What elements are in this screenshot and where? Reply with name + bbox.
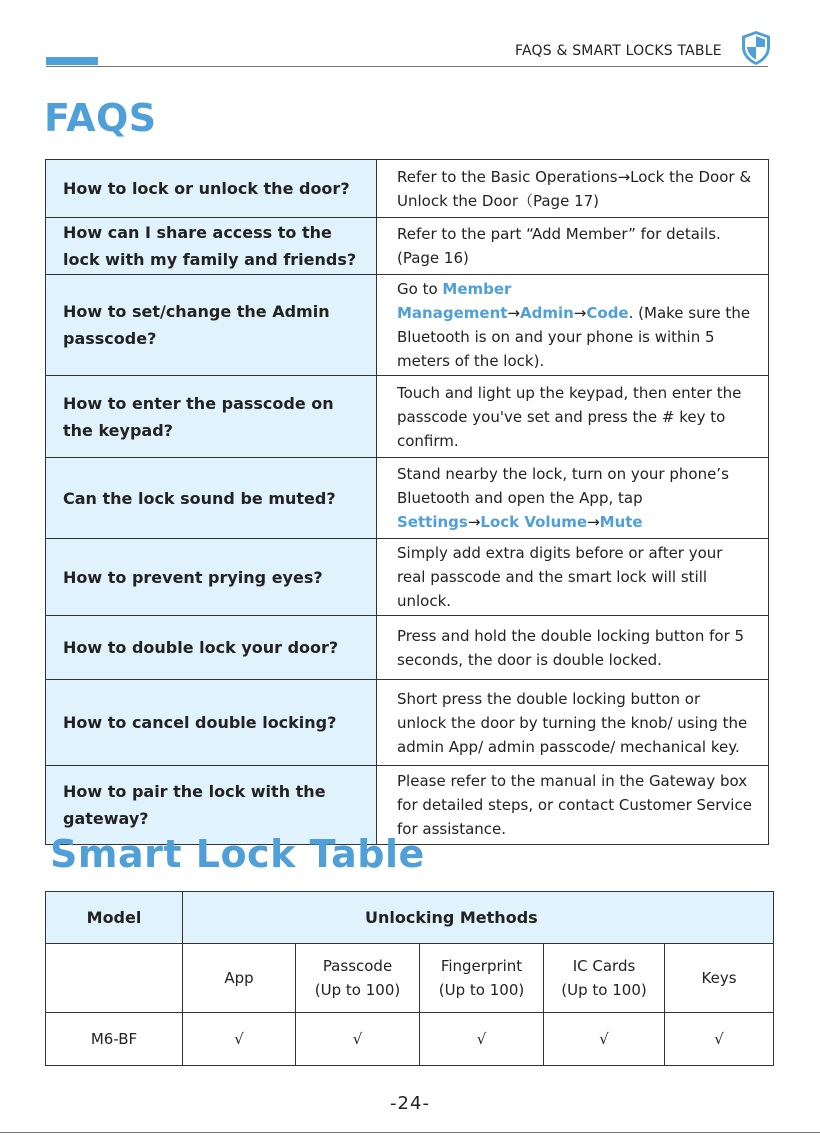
arrow-icon: →: [467, 513, 481, 531]
highlight-code: Code: [586, 304, 629, 322]
faq-question: How can I share access to the lock with my family and friends?: [46, 218, 377, 275]
answer-text: Go to: [397, 280, 443, 298]
faq-question: How to cancel double locking?: [46, 680, 377, 766]
empty-cell: [46, 944, 183, 1013]
faq-row: [46, 616, 769, 680]
methods-row: [46, 944, 774, 1013]
method-limit: (Up to 100): [561, 981, 647, 999]
check-mark: √: [544, 1013, 665, 1066]
unlocking-methods-header: Unlocking Methods: [183, 892, 774, 944]
method-name: Fingerprint: [440, 957, 523, 975]
method-name: App: [224, 969, 254, 987]
faq-row: [46, 218, 769, 275]
faq-row: [46, 275, 769, 376]
method-cell: [544, 944, 665, 1013]
faq-answer: Refer to the part “Add Member” for details.(Page 16): [377, 218, 769, 275]
faq-answer: Touch and light up the keypad, then enter the passcode you've set and press the # key to confirm.: [377, 376, 769, 458]
method-name: Passcode: [322, 957, 393, 975]
check-mark: √: [183, 1013, 296, 1066]
page-number: -24-: [390, 1093, 430, 1114]
faq-answer: Simply add extra digits before or after your real passcode and the smart lock will still unlock.: [377, 539, 769, 616]
faq-question: How to prevent prying eyes?: [46, 539, 377, 616]
faq-row: [46, 160, 769, 218]
faq-answer: Press and hold the double locking button for 5 seconds, the door is double locked.: [377, 616, 769, 680]
arrow-icon: →: [587, 513, 600, 531]
smart-lock-table-title: Smart Lock Table: [50, 832, 425, 876]
faq-answer: Short press the double locking button or unlock the door by turning the knob/ using the admin App/ admin passcode/ mechanical key.: [377, 680, 769, 766]
header-title: FAQS & SMART LOCKS TABLE: [515, 43, 722, 59]
faq-table: [45, 159, 769, 845]
check-mark: √: [420, 1013, 544, 1066]
highlight-admin: Admin: [520, 304, 574, 322]
model-name: M6-BF: [46, 1013, 183, 1066]
faq-row: [46, 376, 769, 458]
faq-question: How to enter the passcode on the keypad?: [46, 376, 377, 458]
header-rule: [46, 66, 768, 67]
method-cell: [296, 944, 420, 1013]
faq-row: [46, 539, 769, 616]
highlight-lock-volume: Lock Volume: [480, 513, 588, 531]
faq-question: How to set/change the Admin passcode?: [46, 275, 377, 376]
check-mark: √: [296, 1013, 420, 1066]
table-row: [46, 1013, 774, 1066]
faq-row: [46, 458, 769, 539]
highlight-mute: Mute: [599, 513, 643, 531]
faq-row: [46, 680, 769, 766]
highlight-settings: Settings: [397, 513, 468, 531]
footer-rule: [0, 1132, 820, 1133]
answer-text: Stand nearby the lock, turn on your phone’s Bluetooth and open the App, tap: [397, 465, 729, 507]
arrow-icon: →: [573, 304, 587, 322]
smart-lock-table: [45, 891, 774, 1066]
method-cell: [665, 944, 774, 1013]
method-cell: [420, 944, 544, 1013]
faq-question: How to double lock your door?: [46, 616, 377, 680]
faq-answer: Please refer to the manual in the Gateway box for detailed steps, or contact Customer Service for assistance.: [377, 766, 769, 845]
faq-answer: [377, 458, 769, 539]
faq-question: Can the lock sound be muted?: [46, 458, 377, 539]
shield-icon: [740, 30, 772, 66]
faqs-title: FAQS: [44, 96, 157, 140]
arrow-icon: →: [507, 304, 520, 322]
faq-answer: [377, 275, 769, 376]
answer-text: . (Make sure the Bluetooth is on and your phone is within 5 meters of the lock).: [397, 304, 751, 370]
method-name: IC Cards: [572, 957, 636, 975]
check-mark: √: [665, 1013, 774, 1066]
header-accent-bar: [46, 57, 98, 65]
faq-question: How to pair the lock with the gateway?: [46, 766, 377, 845]
table-header-row: [46, 892, 774, 944]
method-limit: (Up to 100): [314, 981, 401, 999]
highlight-member-management: Member Management: [397, 280, 512, 322]
method-name: Keys: [701, 969, 737, 987]
method-limit: (Up to 100): [438, 981, 525, 999]
model-header: Model: [46, 892, 183, 944]
method-cell: [183, 944, 296, 1013]
faq-question: How to lock or unlock the door?: [46, 160, 377, 218]
faq-answer: Refer to the Basic Operations→Lock the Door & Unlock the Door（Page 17): [377, 160, 769, 218]
